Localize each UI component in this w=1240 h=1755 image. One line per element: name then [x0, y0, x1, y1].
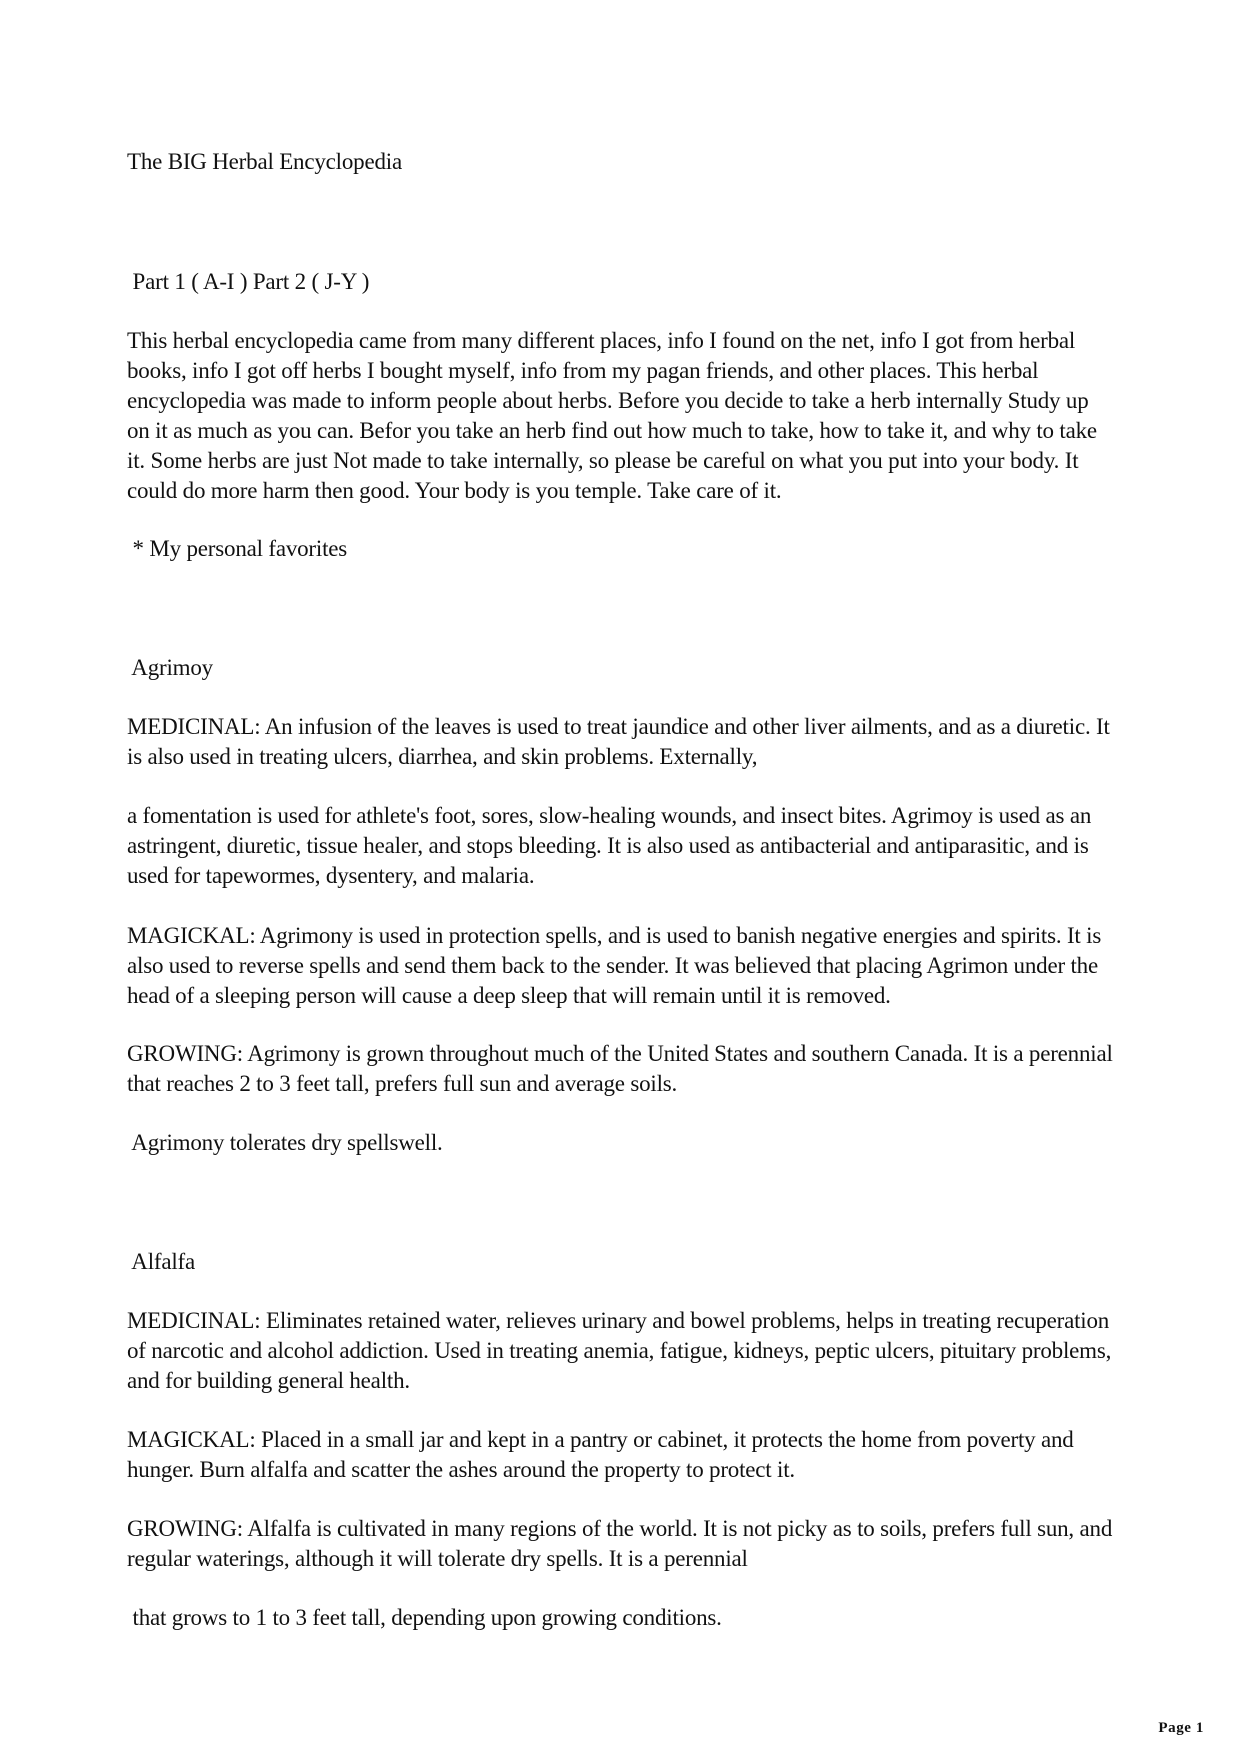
page-number: Page 1: [1158, 1720, 1204, 1736]
alfalfa-growing: GROWING: Alfalfa is cultivated in many regions of the world. It is not picky as to soils, prefers full sun, and regular waterings, although it will tolerate dry spells. It is a perennial: [127, 1516, 1113, 1571]
agrimoy-growing: GROWING: Agrimony is grown throughout much of the United States and southern Canada. It is a perennial that reaches 2 to 3 feet tall, prefers full sun and average soils.: [127, 1041, 1113, 1096]
document-title: The BIG Herbal Encyclopedia: [127, 149, 402, 174]
entry-heading-alfalfa: Alfalfa: [127, 1249, 196, 1274]
alfalfa-growing-note: that grows to 1 to 3 feet tall, depending upon growing conditions.: [127, 1605, 722, 1630]
agrimoy-medicinal: MEDICINAL: An infusion of the leaves is used to treat jaundice and other liver ailments, and as a diuretic. It is also used in treating ulcers, diarrhea, and skin problems. Externally,: [127, 714, 1110, 769]
agrimoy-medicinal-continued: a fomentation is used for athlete's foot, sores, slow-healing wounds, and insect bites. Agrimoy is used as an astringent, diuretic, tissue healer, and stops bleeding. It is also used as antibacterial and antiparasitic, and is used for tapewormes, dysentery, and malaria.: [127, 803, 1092, 888]
favorites-note: * My personal favorites: [127, 536, 348, 561]
alfalfa-medicinal: MEDICINAL: Eliminates retained water, relieves urinary and bowel problems, helps in treating recuperation of narcotic and alcohol addiction. Used in treating anemia, fatigue, kidneys, peptic ulcers, pituitary problems, and for building general health.: [127, 1308, 1112, 1393]
alfalfa-magickal: MAGICKAL: Placed in a small jar and kept in a pantry or cabinet, it protects the home from poverty and hunger. Burn alfalfa and scatter the ashes around the property to protect it.: [127, 1427, 1074, 1482]
agrimoy-growing-note: Agrimony tolerates dry spellswell.: [127, 1130, 443, 1155]
intro-paragraph: This herbal encyclopedia came from many different places, info I found on the net, info I got from herbal books, info I got off herbs I bought myself, info from my pagan friends, and other places. This herbal encyclopedia was made to inform people about herbs. Before you decide to take a herb internally Study up on it as much as you can. Befor you take an herb find out how much to take, how to take it, and why to take it. Some herbs are just Not made to take internally, so please be careful on what you put into your body. It could do more harm then good. Your body is you temple. Take care of it.: [127, 328, 1097, 503]
entry-heading-agrimoy: Agrimoy: [127, 655, 213, 680]
agrimoy-magickal: MAGICKAL: Agrimony is used in protection spells, and is used to banish negative energies and spirits. It is also used to reverse spells and send them back to the sender. It was believed that placing Agrimon under the head of a sleeping person will cause a deep sleep that will remain until it is removed.: [127, 923, 1102, 1008]
parts-index: Part 1 ( A-I ) Part 2 ( J-Y ): [127, 269, 370, 294]
